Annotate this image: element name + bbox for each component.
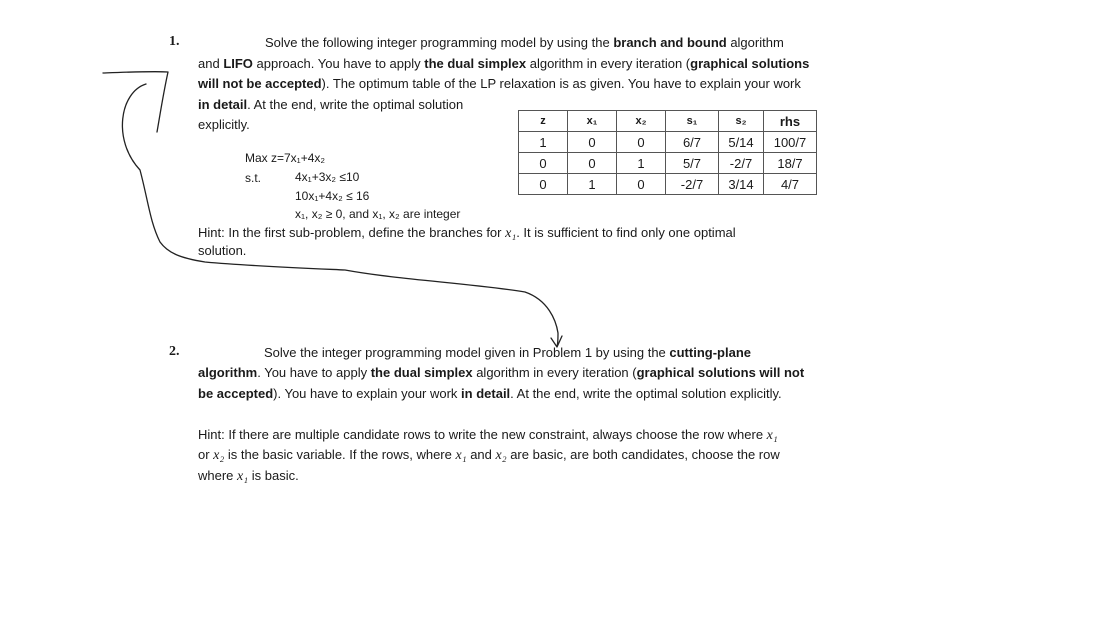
subject-to-label: s.t. xyxy=(245,171,262,185)
header-x2: x₂ xyxy=(617,111,666,132)
table-cell: 3/14 xyxy=(719,174,764,195)
math-variable: x₁ xyxy=(505,226,517,241)
table-cell: 0 xyxy=(568,132,617,153)
bold-text: be accepted xyxy=(198,386,274,401)
constraint-2: 10x₁+4x₂ ≤ 16 xyxy=(295,189,370,203)
problem-2-line: algorithm. You have to apply the dual simplex algorithm in every iteration (graphical solutions will not xyxy=(198,365,805,380)
table-cell: 18/7 xyxy=(764,153,817,174)
bold-text: graphical solutions will not xyxy=(636,365,805,380)
problem-2-number: 2. xyxy=(169,344,180,359)
problem-1-hint-line: Hint: In the first sub-problem, define the branches for x₁. It is sufficient to find only one optimal xyxy=(198,225,736,241)
header-s1: s₁ xyxy=(666,111,719,132)
constraint-3: x₁, x₂ ≥ 0, and x₁, x₂ are integer xyxy=(295,207,461,221)
math-variable: x₂ xyxy=(495,448,507,463)
problem-2-line: Solve the integer programming model given in Problem 1 by using the cutting-plane xyxy=(264,345,751,360)
bold-text: cutting-plane xyxy=(669,345,751,360)
header-rhs: rhs xyxy=(764,111,817,132)
table-cell: 0 xyxy=(617,132,666,153)
problem-1-line: in detail. At the end, write the optimal solution xyxy=(198,97,464,112)
math-variable: x₁ xyxy=(237,469,249,484)
table-cell: 0 xyxy=(617,174,666,195)
math-variable: x₁ xyxy=(766,428,778,443)
table-cell: 1 xyxy=(617,153,666,174)
problem-1-number: 1. xyxy=(169,34,180,49)
problem-1-line: will not be accepted). The optimum table of the LP relaxation is as given. You have to explain your work xyxy=(198,76,801,91)
problem-1-hint-line: solution. xyxy=(198,243,247,258)
bold-text: LIFO xyxy=(223,56,253,71)
constraint-1: 4x₁+3x₂ ≤10 xyxy=(295,170,360,184)
table-cell: 0 xyxy=(519,153,568,174)
bold-text: in detail xyxy=(198,97,248,112)
table-cell: 0 xyxy=(519,174,568,195)
bold-text: branch and bound xyxy=(613,35,727,50)
bold-text: in detail xyxy=(461,386,511,401)
table-cell: 1 xyxy=(568,174,617,195)
table-cell: 0 xyxy=(568,153,617,174)
bold-text: graphical solutions xyxy=(690,56,810,71)
problem-2-line: be accepted). You have to explain your work in detail. At the end, write the optimal solution explicitly. xyxy=(198,386,782,401)
bold-text: the dual simplex xyxy=(370,365,473,380)
problem-1-line: explicitly. xyxy=(198,117,250,132)
table-cell: 1 xyxy=(519,132,568,153)
problem-2-hint-line: where x₁ is basic. xyxy=(198,468,299,484)
table-cell: 4/7 xyxy=(764,174,817,195)
bold-text: will not be accepted xyxy=(198,76,322,91)
table-cell: -2/7 xyxy=(666,174,719,195)
table-cell: 5/14 xyxy=(719,132,764,153)
problem-2-hint-line: Hint: If there are multiple candidate rows to write the new constraint, always choose the row where x₁ xyxy=(198,427,778,443)
table-cell: 100/7 xyxy=(764,132,817,153)
header-s2: s₂ xyxy=(719,111,764,132)
objective-function: Max z=7x₁+4x₂ xyxy=(245,151,326,165)
math-variable: x₂ xyxy=(213,448,225,463)
table-cell: 5/7 xyxy=(666,153,719,174)
problem-1-line: and LIFO approach. You have to apply the dual simplex algorithm in every iteration (graphical solutions xyxy=(198,56,810,71)
header-z: z xyxy=(519,111,568,132)
table-cell: 6/7 xyxy=(666,132,719,153)
problem-2-hint-line: or x₂ is the basic variable. If the rows, where x₁ and x₂ are basic, are both candidates, choose the row xyxy=(198,447,780,463)
bold-text: the dual simplex xyxy=(424,56,527,71)
bold-text: algorithm xyxy=(198,365,258,380)
problem-1-line: Solve the following integer programming model by using the branch and bound algorithm xyxy=(265,35,784,50)
header-x1: x₁ xyxy=(568,111,617,132)
math-variable: x₁ xyxy=(455,448,467,463)
table-cell: -2/7 xyxy=(719,153,764,174)
